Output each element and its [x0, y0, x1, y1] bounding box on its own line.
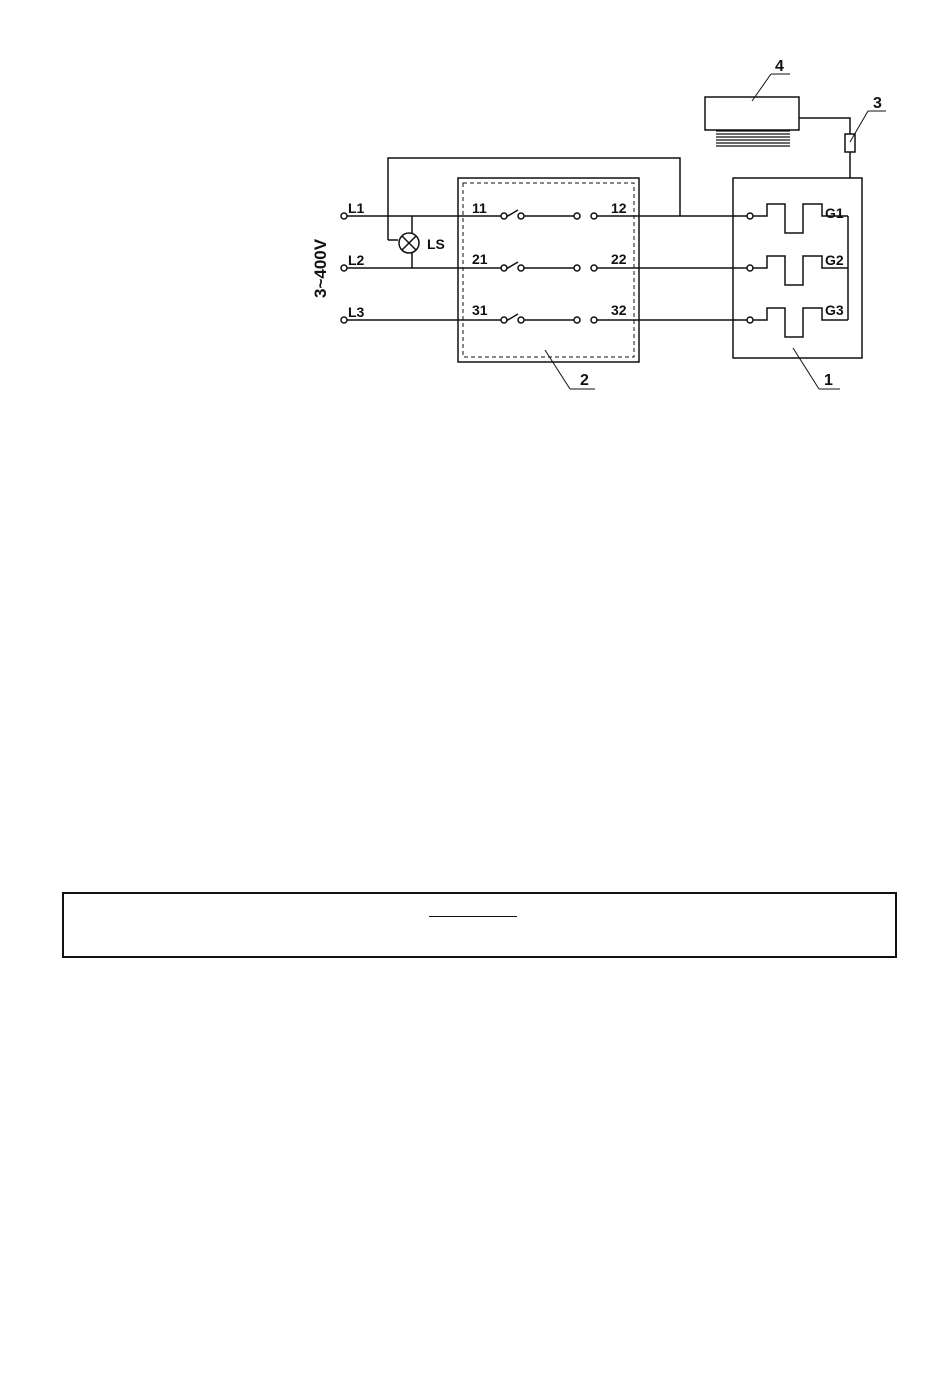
line-label-l1: L1: [348, 200, 365, 216]
callout-1: 1: [824, 372, 833, 389]
line-label-l2: L2: [348, 252, 365, 268]
leader-3: [850, 111, 868, 142]
terminal-l1: [341, 213, 347, 219]
switch-contact-3: [501, 314, 597, 323]
terminal-label-12: 12: [611, 200, 627, 216]
callout-2: 2: [580, 372, 589, 389]
control-unit: [705, 97, 799, 130]
terminal-label-31: 31: [472, 302, 488, 318]
leader-2: [545, 350, 570, 389]
heater-label-g2: G2: [825, 252, 844, 268]
callout-3: 3: [873, 95, 882, 112]
control-unit-base: [716, 131, 790, 146]
terminal-l2: [341, 265, 347, 271]
callout-4: 4: [775, 58, 784, 75]
switch-contact-2: [501, 262, 597, 271]
line-label-l3: L3: [348, 304, 365, 320]
heater-label-g3: G3: [825, 302, 844, 318]
signal-lamp: [388, 216, 419, 268]
switch-contact-1: [501, 210, 597, 219]
note-box: [62, 892, 897, 958]
supply-voltage-label: 3~400V: [311, 238, 330, 298]
heater-label-g1: G1: [825, 205, 844, 221]
terminal-l3: [341, 317, 347, 323]
control-wire: [799, 118, 850, 134]
terminal-label-22: 22: [611, 251, 627, 267]
lamp-feed-wire: [388, 158, 680, 240]
switch-box-inner: [463, 183, 634, 357]
wiring-diagram: [0, 0, 950, 420]
leader-1: [793, 348, 819, 389]
terminal-label-11: 11: [472, 200, 487, 216]
terminal-label-32: 32: [611, 302, 627, 318]
note-underline: [429, 916, 517, 917]
lamp-label: LS: [427, 236, 445, 252]
terminal-label-21: 21: [472, 251, 488, 267]
